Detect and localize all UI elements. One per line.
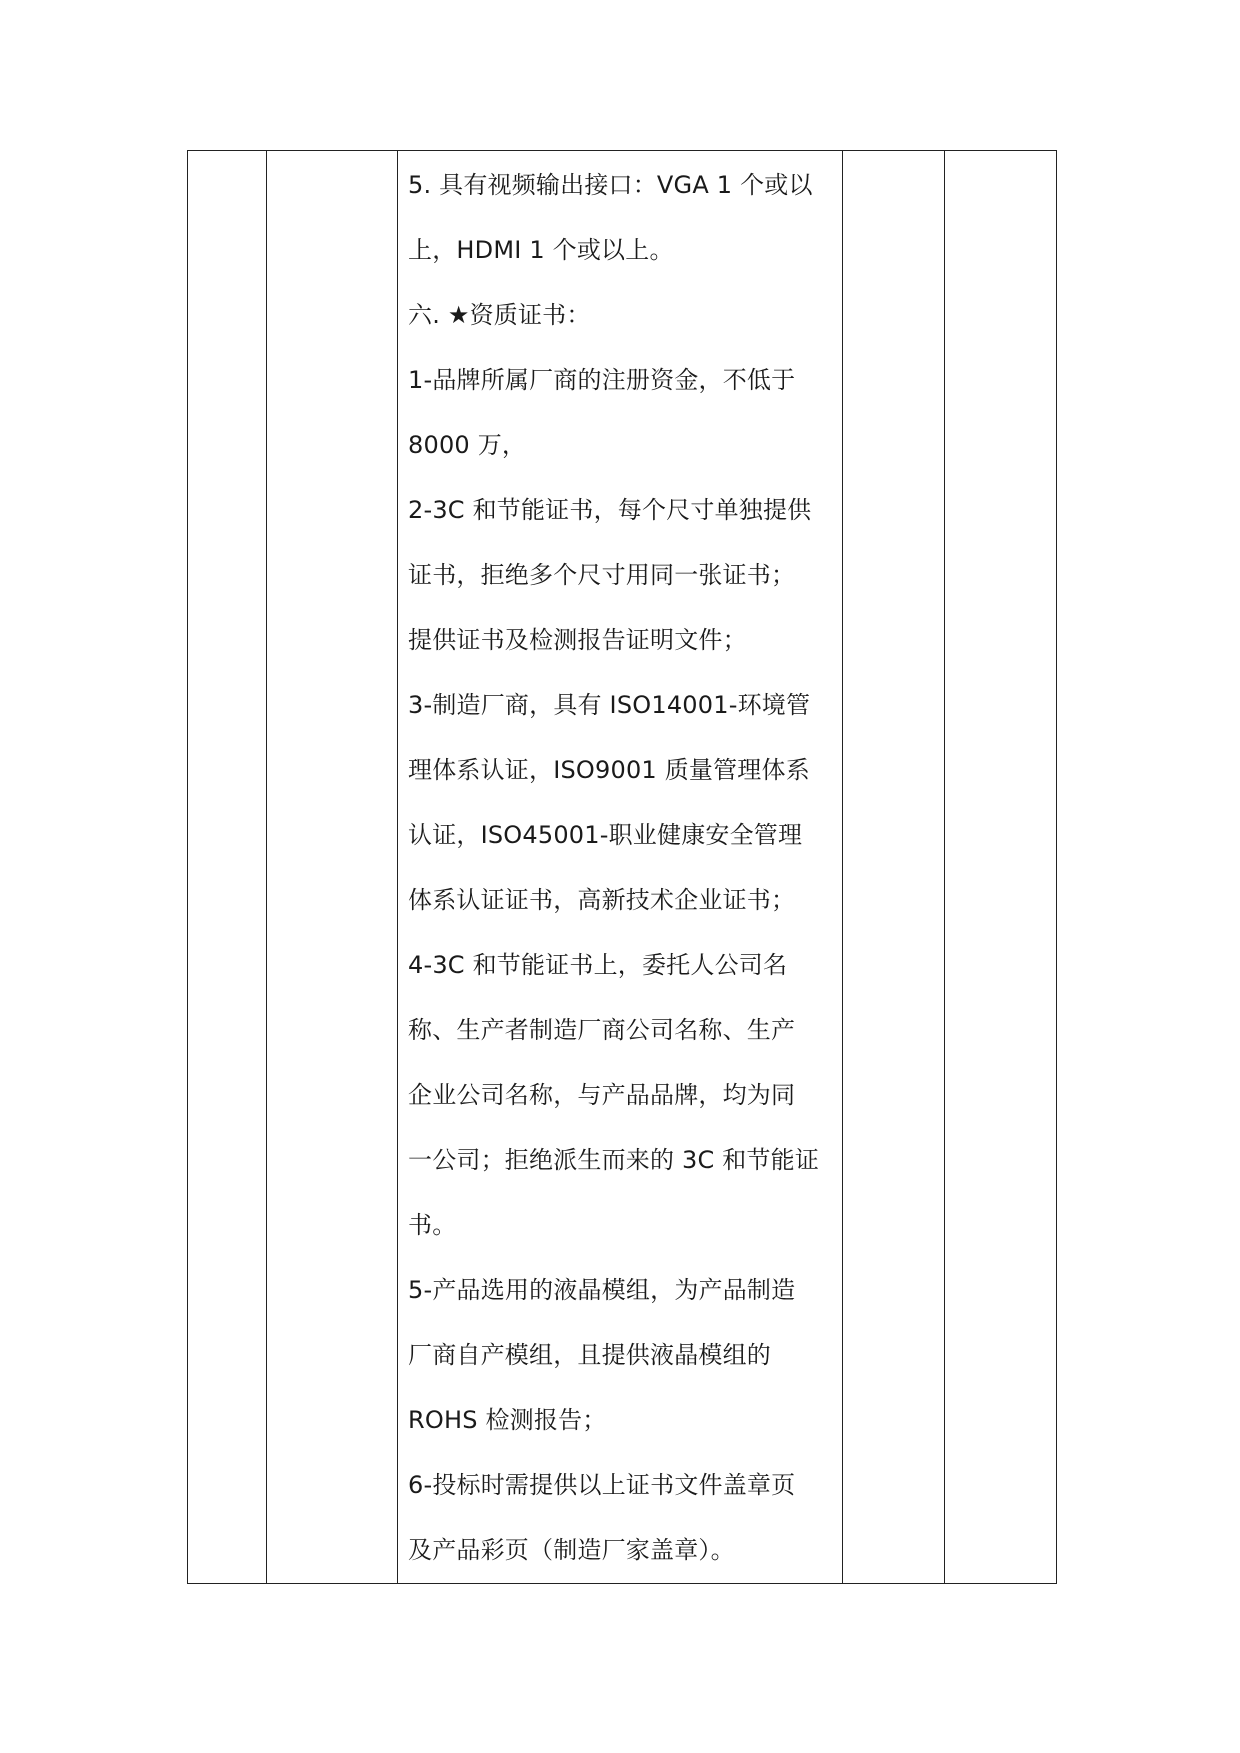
spec-table — [187, 150, 1057, 1584]
table-row — [188, 151, 1057, 1584]
text-line: 2-3C 和节能证书，每个尺寸单独提供 — [408, 496, 812, 524]
text-line: 证书，拒绝多个尺寸用同一张证书； — [408, 561, 796, 589]
text-line: 理体系认证，ISO9001 质量管理体系 — [408, 756, 810, 784]
empty-cell-index — [188, 151, 267, 1584]
text-line: 书。 — [408, 1211, 457, 1239]
text-line: 1-品牌所属厂商的注册资金，不低于 — [408, 366, 796, 394]
text-line: 厂商自产模组，且提供液晶模组的 — [408, 1341, 771, 1369]
text-line: 提供证书及检测报告证明文件； — [408, 626, 747, 654]
text-line: 企业公司名称，与产品品牌，均为同 — [408, 1081, 796, 1109]
text-line: 5. 具有视频输出接口：VGA 1 个或以 — [408, 171, 813, 199]
text-line: 六. ★资质证书： — [408, 301, 591, 329]
text-line: 上，HDMI 1 个或以上。 — [408, 236, 674, 264]
text-line: 4-3C 和节能证书上，委托人公司名 — [408, 951, 788, 979]
text-line: 认证，ISO45001-职业健康安全管理 — [408, 821, 803, 849]
text-line: 称、生产者制造厂商公司名称、生产 — [408, 1016, 796, 1044]
requirements-cell — [398, 151, 843, 1584]
text-line: 8000 万， — [408, 431, 527, 459]
text-line: 一公司；拒绝派生而来的 3C 和节能证 — [408, 1146, 820, 1174]
text-line: 6-投标时需提供以上证书文件盖章页 — [408, 1471, 796, 1499]
empty-cell-name — [267, 151, 398, 1584]
text-line: 3-制造厂商，具有 ISO14001-环境管 — [408, 691, 811, 719]
empty-cell-quantity — [843, 151, 945, 1584]
text-line: 5-产品选用的液晶模组，为产品制造 — [408, 1276, 796, 1304]
text-line: ROHS 检测报告； — [408, 1406, 607, 1434]
text-line: 体系认证证书，高新技术企业证书； — [408, 886, 796, 914]
text-line: 及产品彩页（制造厂家盖章）。 — [408, 1536, 735, 1564]
empty-cell-remarks — [945, 151, 1057, 1584]
